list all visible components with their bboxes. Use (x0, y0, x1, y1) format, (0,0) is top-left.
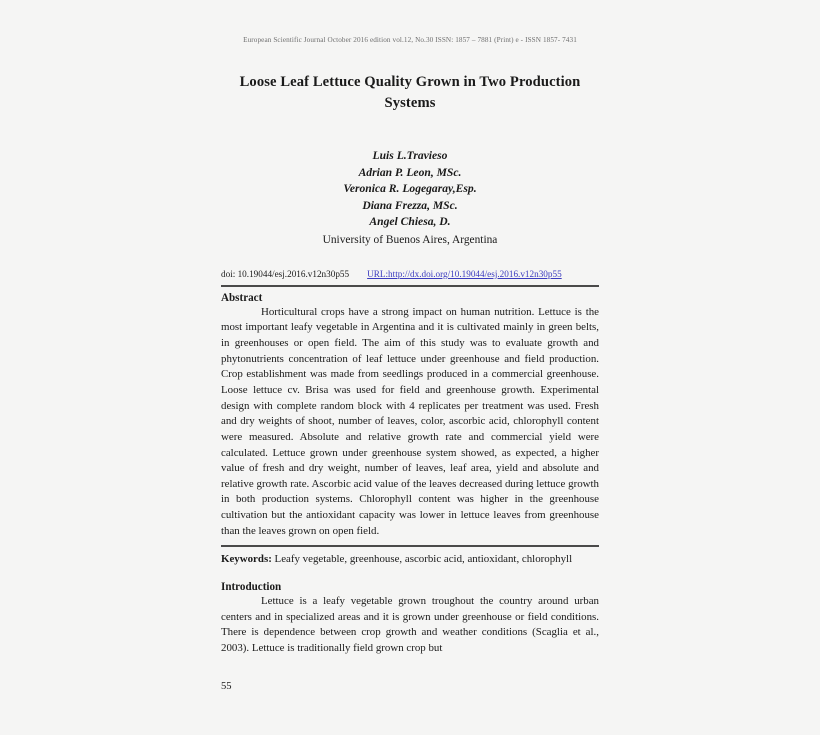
section-divider-abstract (221, 285, 599, 287)
doi-label: doi: 10.19044/esj.2016.v12n30p55 (221, 268, 350, 279)
introduction-heading: Introduction (221, 581, 282, 594)
doi-line (221, 269, 599, 279)
author-affiliation: University of Buenos Aires, Argentina (322, 233, 498, 246)
author-name: Diana Frezza, MSc. (362, 198, 458, 212)
running-head: European Scientific Journal October 2016 edition vol.12, No.30 ISSN: 1857 – 7881 (Print) e - ISSN 1857- 7431 (243, 36, 577, 44)
content-column (221, 0, 599, 657)
page-title: Loose Leaf Lettuce Quality Grown in Two Production Systems (239, 74, 581, 112)
abstract-heading: Abstract (221, 291, 263, 304)
introduction-text: Lettuce is a leafy vegetable grown troughout the country around urban centers and in specialized areas and it is grown under greenhouse or field conditions. There is dependence between crop growth and weather conditions (Scaglia et al., 2003). Lettuce is traditionally field grown crop but (221, 595, 599, 654)
abstract-text: Horticultural crops have a strong impact on human nutrition. Lettuce is the most important leafy vegetable in Argentina and it is cultivated mainly in green belts, in greenhouses or open field. The aim of this study was to evaluate growth and phytonutrients concentration of leaf lettuce under greenhouse and field production. Crop establishment was made from seedlings produced in a commercial greenhouse. Loose lettuce cv. Brisa was used for field and greenhouse growth. Experimental design with complete random block with 4 replicates per treatment was used. Fresh and dry weights of shoot, number of leaves, color, ascorbic acid, chlorophyll content were measured. Absolute and relative growth rate and commercial yield were calculated. Lettuce grown under greenhouse system showed, as expected, a higher value of fresh and dry weight, number of leaves, leaf area, yield and absolute and relative growth rate. Ascorbic acid value of the leaves decreased during lettuce growth in both production systems. Chlorophyll content was higher in the greenhouse cultivation but the antioxidant capacity was lower in lettuce leaves from greenhouse than the leaves grown on open field. (221, 305, 599, 537)
spacer (221, 568, 599, 581)
section-divider-keywords (221, 545, 599, 547)
author-name: Angel Chiesa, D. (369, 215, 451, 229)
author-name: Luis L.Travieso (372, 149, 448, 163)
keywords-text: Leafy vegetable, greenhouse, ascorbic acid, antioxidant, chlorophyll (271, 553, 573, 566)
page-number: 55 (221, 681, 232, 692)
doi-url-link[interactable]: URL:http://dx.doi.org/10.19044/esj.2016.v12n30p55 (367, 268, 562, 279)
author-name: Veronica R. Logegaray,Esp. (343, 182, 477, 196)
keywords-line (221, 552, 599, 568)
keywords-label: Keywords: (221, 553, 272, 566)
author-list (221, 148, 599, 247)
author-name: Adrian P. Leon, MSc. (358, 165, 462, 179)
